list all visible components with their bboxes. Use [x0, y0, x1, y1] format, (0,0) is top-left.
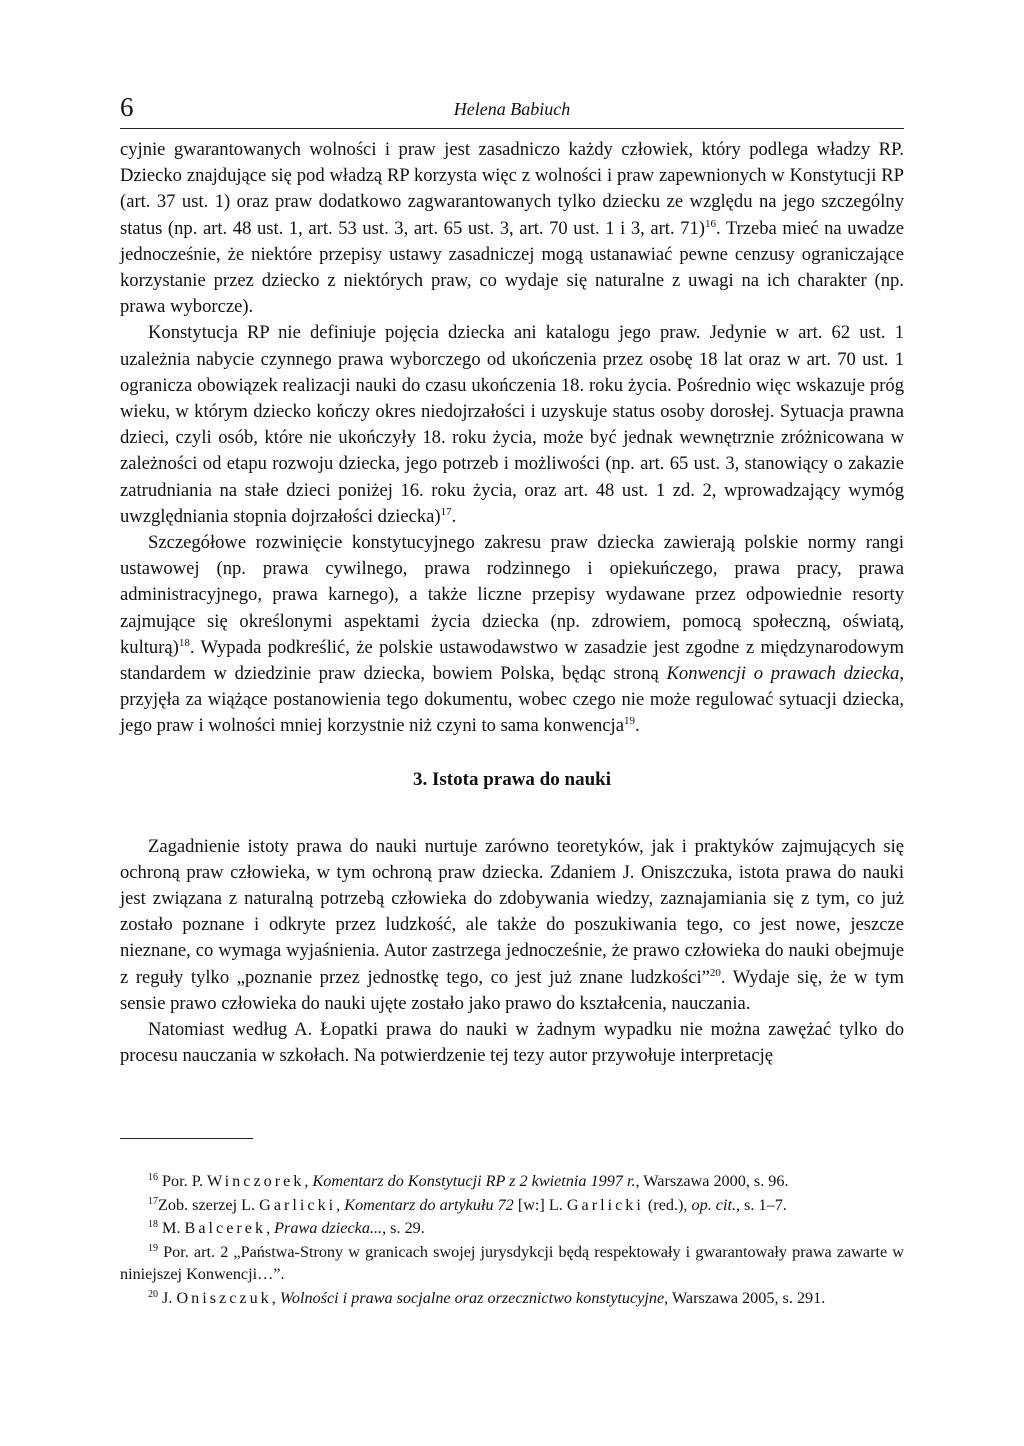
running-head-author: Helena Babiuch: [453, 99, 571, 119]
page-header: [120, 92, 904, 129]
footnote-ref-16[interactable]: 16: [704, 217, 716, 230]
footnote-18: $^{18}$ M. Balcerek, Prawa dziecka..., s. 29.: [148, 1219, 425, 1237]
footnote-ref-20[interactable]: 20: [709, 966, 721, 979]
footnote-17: $^{17}$Zob. szerzej L. Garlicki, Komentarz do artykułu 72 [w:] L. Garlicki (red.), op. cit., s. 1–7.: [148, 1195, 787, 1214]
footnote-ref-17[interactable]: 17: [440, 505, 452, 518]
italic-title-convention: Konwencji o prawach dziecka: [666, 663, 900, 685]
paragraph-5: Natomiast według A. Łopatki prawa do nauki w żadnym wypadku nie można zawężać tylko do procesu nauczania w szkołach. Na potwierdzenie tej tezy autor przywołuje interpretację: [120, 1019, 904, 1067]
paragraph-2: Konstytucja RP nie definiuje pojęcia dziecka ani katalogu jego praw. Jedynie w art. 62 ust. 1 uzależnia nabycie czynnego prawa wyborczego od ukończenia przez osobę 18 lat oraz w art. 70 ust. 1 ogranicza obowiązek realizacji nauki do czasu ukończenia 18. roku życia. Pośrednio więc wskazuje próg wieku, w którym dziecko kończy okres niedojrzałości i uzyskuje status osoby dorosłej. Sytuacja prawna dzieci, czyli osób, które nie ukończyły 18. roku życia, może być jednak wewnętrznie zróżnicowana w zależności od etapu rozwoju dziecka, jego potrzeb i możliwości (np. art. 65 ust. 3, stanowiący o zakazie zatrudniania na stałe dzieci poniżej 16. roku życia, oraz art. 48 ust. 1 zd. 2, wprowadzający wymóg uwzględniania stopnia dojrzałości dziecka)$^{17}$.: [120, 322, 904, 527]
footnote-16: $^{16}$ Por. P. Winczorek, Komentarz do Konstytucji RP z 2 kwietnia 1997 r., Warszawa 2000, s. 96.: [148, 1172, 789, 1190]
footnote-ref-19[interactable]: 19: [623, 715, 635, 728]
paragraph-3: Szczegółowe rozwinięcie konstytucyjnego zakresu praw dziecka zawierają polskie normy rangi ustawowej (np. prawa cywilnego, prawa rodzinnego i opiekuńczego, prawa pracy, prawa administracyjnego, prawa karnego), a także liczne przepisy wydawane przez odpowiednie resorty zajmujące się określonymi aspektami życia dziecka (np. zdrowiem, pomocą społeczną, oświatą, kulturą)$^{18}$. Wypada podkreślić, że polskie ustawodawstwo w zasadzie jest zgodne z międzynarodowym standardem w dziedzinie praw dziecka, bowiem Polska, będąc stroną Konwencji o prawach dziecka, przyjęła za wiążące postanowienia tego dokumentu, wobec czego nie może regulować sytuacji dziecka, jego praw i wolności mniej korzystnie niż czyni to sama konwencja$^{19}$.: [120, 532, 904, 737]
page-number: 6: [120, 92, 134, 122]
footnote-20: $^{20}$ J. Oniszczuk, Wolności i prawa socjalne oraz orzecznictwo konstytucyjne, Warszawa 2005, s. 291.: [148, 1288, 826, 1307]
footnote-separator: [120, 1138, 253, 1139]
footnotes: [120, 1170, 904, 1310]
paragraph-1: cyjnie gwarantowanych wolności i praw jest zasadniczo każdy człowiek, który podlega władzy RP. Dziecko znajdujące się pod władzą RP korzysta więc z wolności i praw zapewnionych w Konstytucji RP (art. 37 ust. 1) oraz praw dodatkowo zagwarantowanych tylko dziecku ze względu na jego szczególny status (np. art. 48 ust. 1, art. 53 ust. 3, art. 65 ust. 3, art. 70 ust. 1 i 3, art. 71)$^{16}$. Trzeba mieć na uwadze jednocześnie, że niektóre przepisy ustawy zasadniczej mogą ustanawiać pewne cenzusy ograniczające korzystanie przez dziecko z niektórych praw, co wydaje się naturalne z uwagi na ich charakter (np. prawa wyborcze).: [120, 139, 904, 318]
section-heading: 3. Istota prawa do nauki: [413, 768, 611, 790]
footnote-ref-18[interactable]: 18: [178, 636, 190, 649]
paragraph-4: Zagadnienie istoty prawa do nauki nurtuje zarówno teoretyków, jak i praktyków zajmujących się ochroną praw człowieka, w tym ochroną praw dziecka. Zdaniem J. Oniszczuka, istota prawa do nauki jest związana z naturalną potrzebą człowieka do zdobywania wiedzy, zaznajamiania się z tym, co już zostało poznane i odkryte przez ludzkość, ale także do poszukiwania tego, co jest nowe, jeszcze nieznane, co wymaga wyjaśnienia. Autor zastrzega jednocześnie, że prawo człowieka do nauki obejmuje z reguły tylko „poznanie przez jednostkę tego, co jest już znane ludzkości”$^{20}$. Wydaje się, że w tym sensie prawo człowieka do nauki ujęte zostało jako prawo do kształcenia, nauczania.: [120, 835, 904, 1014]
main-text: [120, 137, 904, 1070]
footnote-19: $^{19}$ Por. art. 2 „Państwa-Strony w granicach swojej jurysdykcji będą respektowały i gwarantowały prawa zawarte w niniejszej Konwencji…”.: [120, 1242, 904, 1283]
